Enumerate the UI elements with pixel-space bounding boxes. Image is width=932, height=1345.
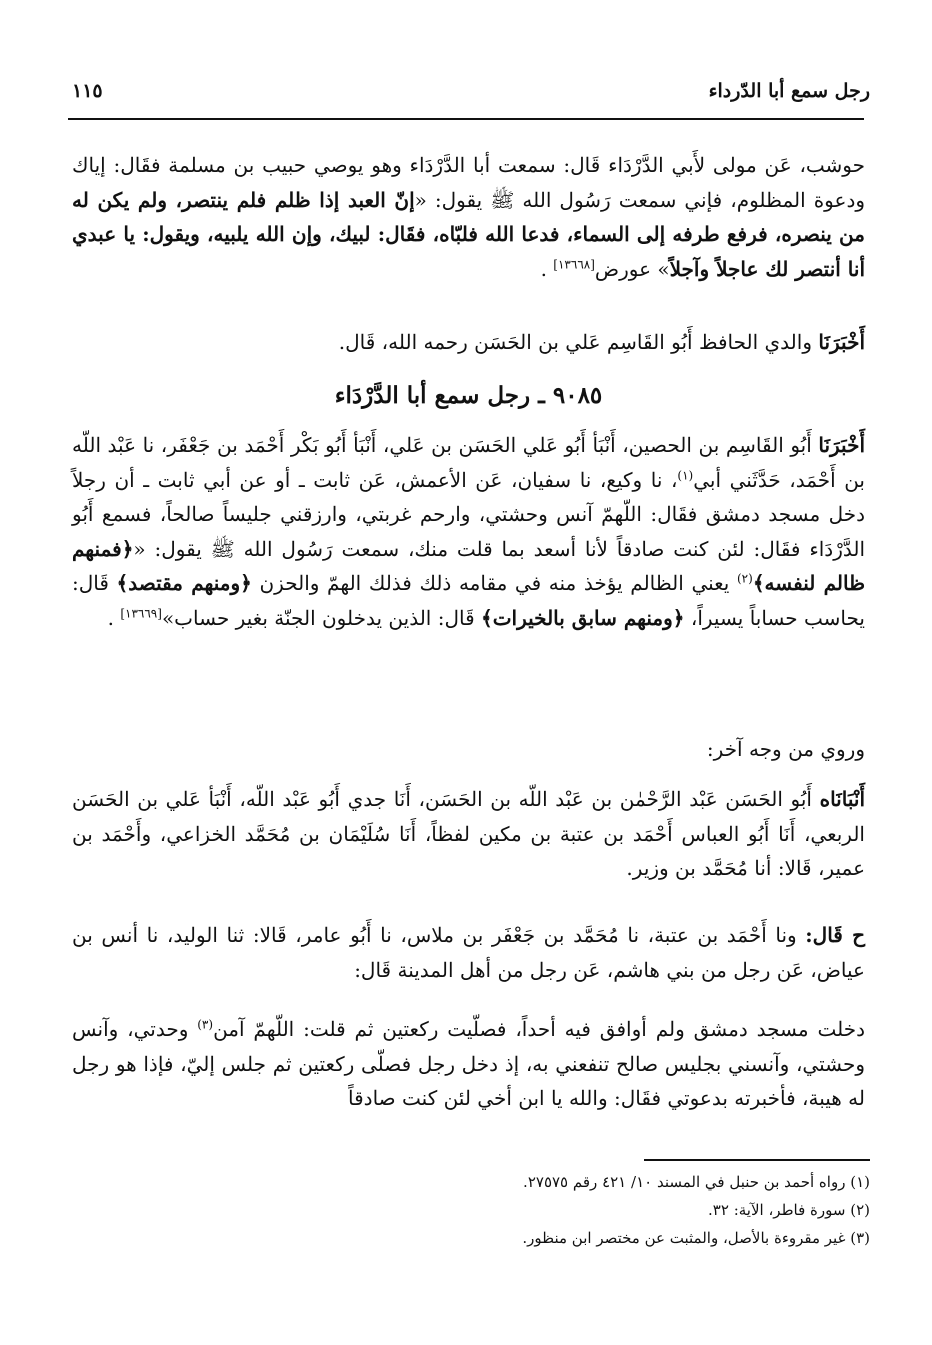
header-rule xyxy=(68,118,864,120)
footnote-marker: (٢) xyxy=(736,571,753,586)
isnad-lead: أَخْبَرَنَا xyxy=(818,330,865,354)
quran-quote: ﴿فمنهم ظالم لنفسه﴾ xyxy=(72,536,865,595)
text-run: أَبُو القَاسِم بن الحصين، أَنْبَأ أَبُو عَلي الحَسَن بن عَلي، أَنْبَأ أَبُو بَكْر أَحْمَد بن جَعْفَر، نا عَبْد اللّه بن أَحْمَد، حَدَّثَني أبي xyxy=(72,433,866,492)
text-run: . xyxy=(540,256,554,281)
page-number: ١١٥ xyxy=(72,80,103,102)
footnote-item xyxy=(170,1168,870,1196)
text-run: وحدتي، وآنس وحشتي، وآنسني بجليس صالح تنفعني به، إذ دخل رجل فصلّى ركعتين ثم جلس إليّ، فإذا هو رجل له هيبة، فأخبرته بدعوتي فقَال: والله يا ابن أخي لئن كنت صادقاً xyxy=(72,1017,865,1110)
text-run: » عورض xyxy=(594,256,670,281)
paragraph-isnad-intro xyxy=(72,325,865,360)
isnad-lead: أَخْبَرَنَا xyxy=(818,433,865,457)
quran-quote: ﴿ومنهم سابق بالخيرات﴾ xyxy=(480,605,685,630)
paragraph-isnad-anbanah xyxy=(72,782,865,886)
footnote-number: (٣) xyxy=(850,1229,870,1247)
text-run: قَال: يحاسب حساباً يسيراً، xyxy=(72,571,865,630)
text-run: أَبُو الحَسَن عَبْد الرَّحْمٰن بن عَبْد اللّه بن الحَسَن، أَنَا جدي أَبُو عَبْد اللّه، أَنْبَأ عَلي بن الحَسَن الربعي، أَنَا أَبُو العباس أَحْمَد بن عتبة بن مكين لفظاً، أَنَا سُلَيْمَان بن مُحَمَّد الخزاعي، وأَحْمَد بن عمير، قَالا: أنا مُحَمَّد بن وزير. xyxy=(72,787,865,880)
footnote-text: سورة فاطر، الآية: ٣٢. xyxy=(708,1201,846,1219)
quran-quote: ﴿ومنهم مقتصد﴾ xyxy=(116,571,252,595)
text-run: قَال: الذين يدخلون الجنّة بغير حساب» xyxy=(161,605,481,630)
isnad-lead: ح قَال: xyxy=(805,923,865,947)
running-header-title: رجل سمع أبا الدّرداء xyxy=(708,80,870,102)
text-run: يعني الظالم يؤخذ منه في مقامه ذلك فذلك الهمّ والحزن xyxy=(251,571,737,595)
footnote-text: رواه أحمد بن حنبل في المسند ١٠/ ٤٢١ رقم ٢٧٥٧٥. xyxy=(523,1173,846,1191)
footnote-rule xyxy=(644,1159,870,1161)
footnote-number: (٢) xyxy=(850,1201,870,1219)
hadith-quote: إنّ العبد إذا ظلم فلم ينتصر، ولم يكن له من ينصره، فرفع طرفه إلى السماء، فدعا الله فلبّاه، فقَال: لبيك، وإن الله يلبيه، ويقول: يا عبدي أنا أنتصر لك عاجلاً وآجلاً xyxy=(72,187,865,281)
footnote-item xyxy=(170,1224,870,1252)
footnote-text: غير مقروءة بالأصل، والمثبت عن مختصر ابن منظور. xyxy=(522,1229,846,1247)
reference-number: [١٣٦٦٩] xyxy=(120,605,162,620)
entry-heading: ٩٠٨٥ ـ رجل سمع أبا الدَّرْدَاء xyxy=(334,382,603,409)
paragraph-hadith-dua-mazlum xyxy=(72,148,865,286)
text-run: حوشب، عَن مولى لأَبي الدَّرْدَاء قَال: سمعت أبا الدَّرْدَاء وهو يوصي حبيب بن مسلمة فقَال: إياك ودعوة المظلوم، فإني سمعت رَسُول الله ﷺ يقول: « xyxy=(72,153,866,212)
text-run: والدي الحافظ أَبُو القَاسِم عَلي بن الحَسَن رحمه الله، قَال. xyxy=(338,330,819,354)
text-run: دخلت مسجد دمشق ولم أوافق فيه أحداً، فصلّيت ركعتين ثم قلت: اللّهمّ آمن xyxy=(213,1017,865,1041)
footnote-marker: (٣) xyxy=(197,1017,214,1032)
paragraph-isnad-ha xyxy=(72,918,865,987)
text-run: ونا أَحْمَد بن عتبة، نا مُحَمَّد بن جَعْفَر بن ملاس، نا أَبُو عامر، قَالا: ثنا الوليد، نا أنس بن عياض، عَن رجل من بني هاشم، عَن رجل من أهل المدينة قَال: xyxy=(72,923,865,982)
reference-number: [١٣٦٦٨] xyxy=(553,256,595,271)
footnote-number: (١) xyxy=(850,1173,870,1191)
paragraph-other-route: وروي من وجه آخر: xyxy=(706,737,865,761)
footnotes-list xyxy=(170,1168,870,1252)
paragraph-entry-9085 xyxy=(72,428,865,635)
text-run: . xyxy=(107,605,121,630)
paragraph-narration xyxy=(72,1012,865,1116)
text-run: ، نا وكيع، نا سفيان، عَن الأعمش، عَن ثابت ـ أو عن أبي ثابت ـ أن رجلاً دخل مسجد دمشق فقَال: اللّهمّ آنس وحشتي، وارحم غربتي، وارزقني جليساً صالحاً، فسمع أَبُو الدَّرْدَاء فقَال: لئن كنت صادقاً لأنا أسعد بما قلت منك، سمعت رَسُول الله ﷺ يقول: « xyxy=(72,467,865,561)
footnote-marker: (١) xyxy=(677,467,694,482)
footnote-item xyxy=(170,1196,870,1224)
isnad-lead: أَنْبَانَاه xyxy=(819,787,865,811)
